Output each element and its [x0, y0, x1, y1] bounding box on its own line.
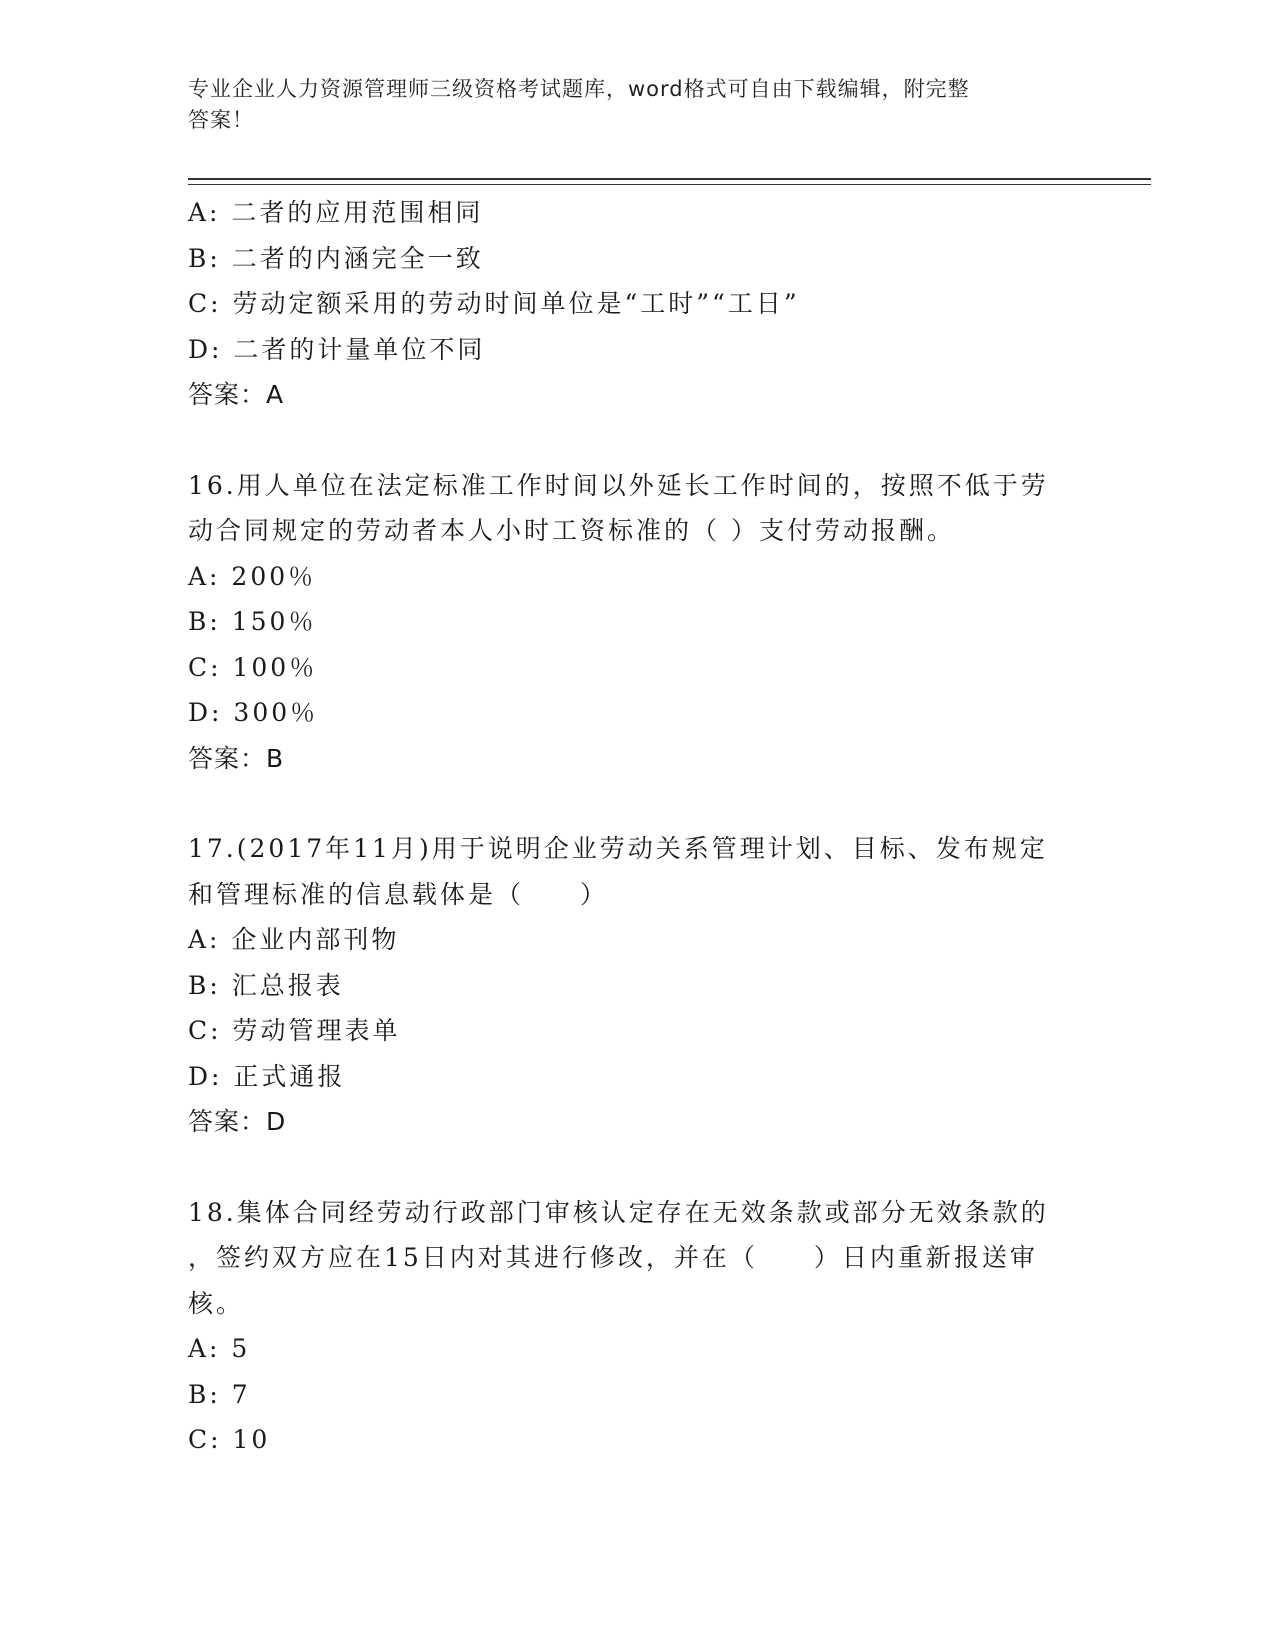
option-c: C: 100％	[188, 652, 318, 682]
spacer	[188, 1145, 1088, 1190]
answer: 答案：D	[188, 1107, 287, 1136]
header-line-2: 答案！	[188, 108, 254, 132]
option-c: C: 10	[188, 1425, 271, 1454]
option-d: D: 300％	[188, 698, 319, 727]
answer: 答案：A	[188, 380, 285, 409]
question-stem-line-1: 16.用人单位在法定标准工作时间以外延长工作时间的，按照不低于劳	[188, 470, 1049, 500]
option-b: B: 7	[188, 1379, 251, 1409]
option-d: D: 二者的计量单位不同	[188, 334, 486, 364]
page-header	[188, 74, 1068, 136]
question-18	[188, 1190, 1088, 1463]
option-a: A: 5	[188, 1334, 251, 1363]
header-rule-thick	[188, 178, 1151, 180]
option-b: B: 150％	[188, 607, 317, 636]
spacer	[188, 781, 1088, 826]
question-15	[188, 190, 1088, 418]
option-a: A: 二者的应用范围相同	[188, 198, 484, 227]
option-c: C: 劳动定额采用的劳动时间单位是“工时”“工日”	[188, 289, 800, 318]
question-stem-line-1: 18.集体合同经劳动行政部门审核认定存在无效条款或部分无效条款的	[188, 1197, 1049, 1227]
question-stem-line-1: 17.(2017年11月)用于说明企业劳动关系管理计划、目标、发布规定	[188, 834, 1048, 863]
option-b: B: 二者的内涵完全一致	[188, 243, 484, 273]
option-a: A: 200％	[188, 561, 317, 591]
option-a: A: 企业内部刊物	[188, 925, 400, 954]
question-list	[188, 190, 1088, 1463]
header-line-1: 专业企业人力资源管理师三级资格考试题库，word格式可自由下载编辑，附完整	[188, 77, 970, 101]
question-stem-line-3: 核。	[188, 1288, 245, 1318]
answer: 答案：B	[188, 743, 285, 773]
option-d: D: 正式通报	[188, 1061, 346, 1091]
spacer	[188, 418, 1088, 463]
question-stem-line-2: 动合同规定的劳动者本人小时工资标准的（ ）支付劳动报酬。	[188, 516, 955, 545]
option-c: C: 劳动管理表单	[188, 1016, 401, 1045]
header-rule-thin	[188, 184, 1151, 185]
question-16	[188, 463, 1088, 782]
question-stem-line-2: ，签约双方应在15日内对其进行修改，并在（ ）日内重新报送审	[188, 1243, 1038, 1272]
question-17	[188, 826, 1088, 1145]
question-stem-line-2: 和管理标准的信息载体是（ ）	[188, 879, 609, 909]
option-b: B: 汇总报表	[188, 970, 344, 1000]
